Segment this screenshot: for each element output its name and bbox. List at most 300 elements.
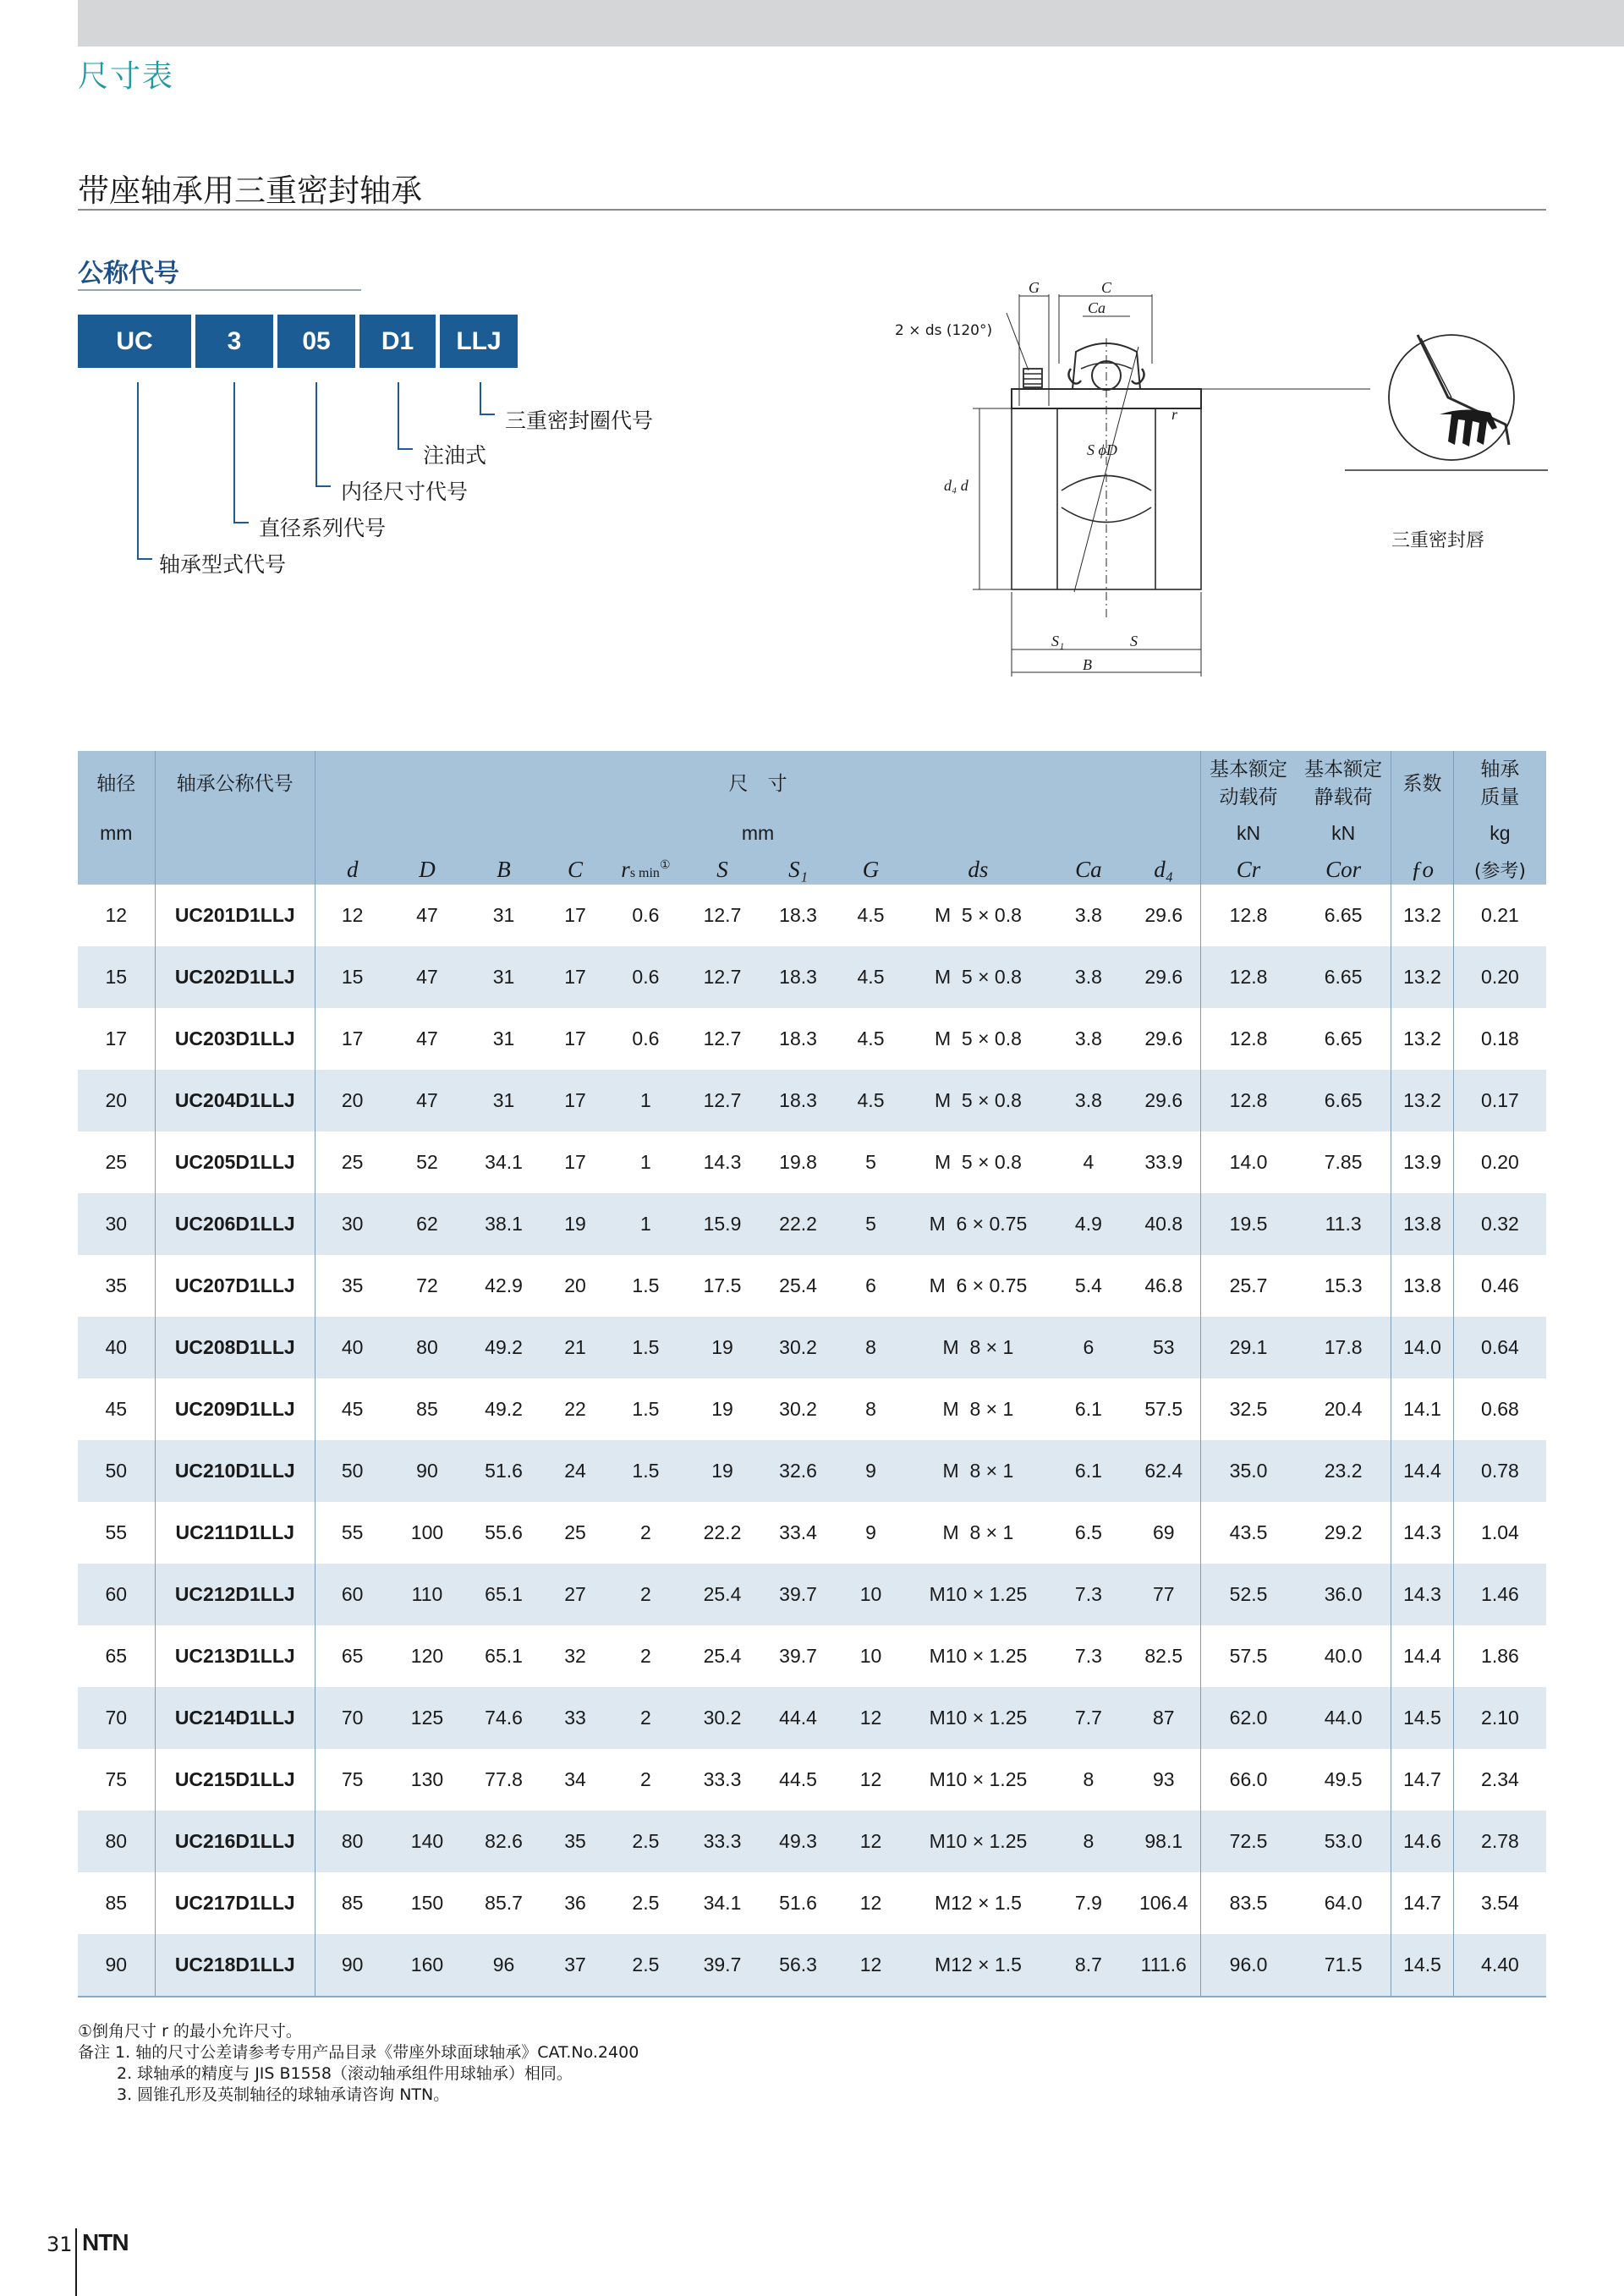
- page-number: 31: [47, 2233, 73, 2256]
- table-row: [78, 1070, 1546, 1132]
- footnote-chamfer: ①倒角尺寸 r 的最小允许尺寸。: [78, 2022, 302, 2041]
- table-cell: 12.7: [683, 1070, 760, 1132]
- table-cell: M 6 × 0.75: [929, 1274, 1028, 1296]
- table-cell: 93: [1127, 1749, 1200, 1811]
- table-cell: 29.6: [1127, 1070, 1200, 1132]
- bearing-model-cell: UC208D1LLJ: [155, 1317, 315, 1378]
- designation-divider: [78, 289, 361, 291]
- table-cell: 0.6: [632, 904, 660, 926]
- table-cell: 13.2: [1391, 885, 1454, 946]
- sym-fo: ƒo: [1391, 854, 1454, 885]
- seal-caption: 三重密封唇: [1391, 530, 1485, 551]
- table-row: [78, 946, 1546, 1008]
- dim-label-r: r: [1171, 406, 1178, 423]
- table-cell: 14.7: [1391, 1749, 1454, 1811]
- table-cell: 35.0: [1201, 1440, 1297, 1502]
- table-cell: 12: [78, 885, 155, 946]
- table-cell: 17: [564, 1151, 586, 1173]
- table-cell: 75: [341, 1768, 364, 1790]
- bearing-model-cell: UC203D1LLJ: [155, 1008, 315, 1070]
- table-cell: 3.8: [1074, 1027, 1102, 1049]
- table-cell: 55: [78, 1502, 155, 1564]
- table-cell: 0.32: [1453, 1193, 1546, 1255]
- table-cell: 43.5: [1229, 1521, 1268, 1543]
- table-cell: 29.1: [1201, 1317, 1297, 1378]
- leader-line: [315, 382, 317, 487]
- table-cell: 1.46: [1453, 1564, 1546, 1625]
- unit-mass: kg: [1453, 812, 1546, 854]
- table-cell: 12: [836, 1811, 907, 1872]
- bearing-model-cell: UC204D1LLJ: [155, 1070, 315, 1132]
- table-cell: 33.9: [1127, 1132, 1200, 1193]
- dim-label-s1: S₁: [1051, 633, 1065, 649]
- table-cell: 57.5: [1229, 1645, 1268, 1667]
- label-seal-code: 三重密封圈代号: [505, 408, 654, 433]
- unit-dynamic-load: kN: [1201, 812, 1297, 854]
- table-cell: 29.6: [1127, 946, 1200, 1008]
- page-title: 带座轴承用三重密封轴承: [78, 173, 422, 209]
- code-box-bore: 05: [277, 315, 355, 368]
- table-cell: 6: [1050, 1317, 1127, 1378]
- table-cell: 60: [315, 1564, 389, 1625]
- table-cell: 47: [389, 1070, 464, 1132]
- sym-G: G: [836, 854, 907, 885]
- table-cell: 12.7: [703, 904, 742, 926]
- table-cell: 69: [1127, 1502, 1200, 1564]
- bearing-model-cell: UC209D1LLJ: [155, 1378, 315, 1440]
- table-cell: 40: [78, 1317, 155, 1378]
- table-cell: 60: [78, 1564, 155, 1625]
- table-cell: 39.7: [779, 1645, 817, 1667]
- table-cell: 1.04: [1481, 1521, 1519, 1543]
- table-cell: 31: [492, 1027, 515, 1049]
- sym-ds: ds: [906, 854, 1050, 885]
- table-cell: 45: [341, 1398, 364, 1420]
- sym-r-sub: s min: [629, 865, 660, 880]
- table-cell: 8: [1050, 1811, 1127, 1872]
- dimension-table: [78, 751, 1546, 1997]
- table-cell: 111.6: [1127, 1934, 1200, 1997]
- table-cell: 25.4: [703, 1645, 742, 1667]
- table-row: [78, 1687, 1546, 1749]
- dim-label-g: G: [1029, 279, 1040, 296]
- table-cell: 2.5: [607, 1934, 683, 1997]
- table-cell: 12: [341, 904, 364, 926]
- table-cell: 80: [389, 1317, 464, 1378]
- table-cell: 22: [564, 1398, 586, 1420]
- sym-Cr: Cr: [1201, 854, 1297, 885]
- unit-shaft: mm: [78, 812, 155, 854]
- table-cell: M10 × 1.25: [929, 1645, 1028, 1667]
- table-cell: 65.1: [485, 1645, 523, 1667]
- table-cell: 22.2: [761, 1193, 836, 1255]
- table-row: [78, 1564, 1546, 1625]
- table-cell: M10 × 1.25: [929, 1768, 1028, 1790]
- table-cell: 51.6: [465, 1440, 543, 1502]
- table-row: [78, 1008, 1546, 1070]
- table-cell: M 8 × 1: [906, 1317, 1050, 1378]
- table-cell: 150: [410, 1892, 444, 1914]
- table-cell: 30: [315, 1193, 389, 1255]
- header-static-load: 基本额定 静载荷: [1296, 751, 1391, 812]
- table-body: [78, 885, 1546, 1997]
- table-cell: 27: [543, 1564, 608, 1625]
- dim-label-d4-d: d₄ d: [944, 477, 968, 494]
- table-cell: 17: [341, 1027, 364, 1049]
- table-cell: 31: [492, 904, 515, 926]
- table-cell: 0.68: [1481, 1398, 1519, 1420]
- sym-r-smin: [607, 854, 683, 885]
- table-cell: 40.8: [1127, 1193, 1200, 1255]
- table-cell: 70: [78, 1687, 155, 1749]
- table-cell: 2.10: [1453, 1687, 1546, 1749]
- bearing-model-cell: UC211D1LLJ: [155, 1502, 315, 1564]
- table-cell: 0.6: [607, 946, 683, 1008]
- table-cell: 11.3: [1296, 1193, 1391, 1255]
- table-cell: M 5 × 0.8: [934, 904, 1022, 926]
- code-box-series: 3: [195, 315, 273, 368]
- table-cell: 65.1: [465, 1564, 543, 1625]
- table-cell: 46.8: [1127, 1255, 1200, 1317]
- dim-label-c: C: [1101, 279, 1112, 296]
- table-cell: 125: [389, 1687, 464, 1749]
- footnote-tolerance: 备注 1. 轴的尺寸公差请参考专用产品目录《带座外球面球轴承》CAT.No.2400: [78, 2043, 639, 2062]
- header-dimensions: 尺 寸: [315, 751, 1200, 812]
- table-row: [78, 1749, 1546, 1811]
- table-cell: 1.5: [607, 1440, 683, 1502]
- table-cell: 8: [836, 1317, 907, 1378]
- title-divider: [78, 209, 1546, 211]
- table-cell: 7.3: [1074, 1645, 1102, 1667]
- table-cell: 34.1: [703, 1892, 742, 1914]
- designation-heading: 公称代号: [78, 259, 179, 288]
- table-cell: 14.3: [703, 1151, 742, 1173]
- table-cell: M 8 × 1: [942, 1398, 1014, 1420]
- table-cell: 33.3: [703, 1768, 742, 1790]
- leader-line: [315, 485, 331, 487]
- bearing-model-cell: UC210D1LLJ: [155, 1440, 315, 1502]
- table-cell: 0.20: [1481, 1151, 1519, 1173]
- leader-line: [137, 382, 139, 560]
- table-cell: 49.3: [761, 1811, 836, 1872]
- table-cell: 83.5: [1229, 1892, 1268, 1914]
- leader-line: [398, 448, 413, 450]
- bearing-model-cell: UC215D1LLJ: [155, 1749, 315, 1811]
- table-cell: 5: [836, 1193, 907, 1255]
- table-cell: 100: [410, 1521, 444, 1543]
- table-cell: 6.65: [1296, 1070, 1391, 1132]
- table-cell: 2: [640, 1768, 651, 1790]
- table-cell: 2.78: [1453, 1811, 1546, 1872]
- table-cell: 21: [543, 1317, 608, 1378]
- table-cell: 0.17: [1453, 1070, 1546, 1132]
- table-cell: 75: [78, 1749, 155, 1811]
- table-cell: 6.1: [1074, 1398, 1102, 1420]
- table-cell: 12: [859, 1768, 882, 1790]
- table-cell: 1.5: [632, 1274, 660, 1296]
- table-cell: 0.18: [1481, 1027, 1519, 1049]
- footnotes: [78, 2021, 639, 2106]
- table-cell: 50: [78, 1440, 155, 1502]
- table-cell: 90: [78, 1934, 155, 1997]
- unit-dimensions: mm: [315, 812, 1200, 854]
- table-cell: 56.3: [761, 1934, 836, 1997]
- table-cell: 2.5: [632, 1892, 660, 1914]
- table-cell: M 5 × 0.8: [906, 1070, 1050, 1132]
- header-mass: 轴承 质量: [1453, 751, 1546, 812]
- table-cell: 34: [564, 1768, 586, 1790]
- table-cell: 19: [683, 1440, 760, 1502]
- table-cell: M 6 × 0.75: [906, 1193, 1050, 1255]
- table-cell: M 8 × 1: [906, 1440, 1050, 1502]
- table-cell: 1.5: [607, 1317, 683, 1378]
- table-cell: 25: [341, 1151, 364, 1173]
- bearing-model-cell: UC217D1LLJ: [155, 1872, 315, 1934]
- table-cell: 1: [640, 1151, 651, 1173]
- table-cell: 49.5: [1296, 1749, 1391, 1811]
- table-cell: 25: [78, 1132, 155, 1193]
- table-cell: 35: [543, 1811, 608, 1872]
- table-cell: 80: [315, 1811, 389, 1872]
- table-cell: 130: [410, 1768, 444, 1790]
- table-cell: 18.3: [761, 946, 836, 1008]
- table-cell: 14.5: [1391, 1934, 1454, 1997]
- dim-label-ds: 2 × ds (120°): [895, 322, 993, 339]
- sym-shaft-empty: [78, 854, 155, 885]
- table-cell: 70: [315, 1687, 389, 1749]
- table-cell: 47: [416, 904, 438, 926]
- header-dynamic-load: 基本额定 动载荷: [1201, 751, 1297, 812]
- bearing-model-cell: UC214D1LLJ: [155, 1687, 315, 1749]
- leader-line: [480, 414, 495, 415]
- table-row: [78, 885, 1546, 946]
- table-cell: 7.7: [1050, 1687, 1127, 1749]
- table-cell: 13.9: [1391, 1132, 1454, 1193]
- table-cell: 2: [607, 1564, 683, 1625]
- table-cell: 14.5: [1391, 1687, 1454, 1749]
- table-cell: 0.20: [1453, 946, 1546, 1008]
- table-cell: 7.9: [1074, 1892, 1102, 1914]
- table-cell: 1.5: [632, 1398, 660, 1420]
- table-cell: 98.1: [1127, 1811, 1200, 1872]
- sym-D: D: [389, 854, 464, 885]
- table-cell: 5: [865, 1151, 876, 1173]
- table-cell: 77.8: [485, 1768, 523, 1790]
- table-cell: 20: [564, 1274, 586, 1296]
- table-cell: 65: [341, 1645, 364, 1667]
- table-cell: 47: [416, 1027, 438, 1049]
- sym-model-empty: [155, 854, 315, 885]
- table-cell: 140: [389, 1811, 464, 1872]
- table-row: [78, 1440, 1546, 1502]
- table-cell: 10: [859, 1645, 882, 1667]
- table-cell: 36: [564, 1892, 586, 1914]
- table-cell: 6.5: [1074, 1521, 1102, 1543]
- table-cell: 4.5: [836, 1070, 907, 1132]
- table-cell: 23.2: [1296, 1440, 1391, 1502]
- table-cell: 51.6: [779, 1892, 817, 1914]
- table-cell: 10: [836, 1564, 907, 1625]
- table-cell: 15.3: [1296, 1255, 1391, 1317]
- table-cell: 85.7: [485, 1892, 523, 1914]
- table-row: [78, 1317, 1546, 1378]
- table-cell: 30: [78, 1193, 155, 1255]
- table-cell: 12.8: [1201, 1070, 1297, 1132]
- sym-Ca: Ca: [1050, 854, 1127, 885]
- table-cell: 25.4: [683, 1564, 760, 1625]
- table-cell: 35: [341, 1274, 364, 1296]
- table-cell: 39.7: [761, 1564, 836, 1625]
- dim-label-sphere: S ϕD: [1087, 441, 1117, 458]
- table-cell: 19.8: [779, 1151, 817, 1173]
- table-cell: 44.0: [1296, 1687, 1391, 1749]
- table-cell: 33.3: [683, 1811, 760, 1872]
- table-row: [78, 1934, 1546, 1997]
- leader-line: [398, 382, 399, 450]
- table-cell: 18.3: [761, 1070, 836, 1132]
- table-row: [78, 1502, 1546, 1564]
- sym-B: B: [465, 854, 543, 885]
- table-cell: 55.6: [485, 1521, 523, 1543]
- bearing-section-drawing: [880, 279, 1556, 693]
- table-cell: 2: [640, 1521, 651, 1543]
- table-cell: 7.85: [1296, 1132, 1391, 1193]
- dim-label-b: B: [1083, 656, 1092, 673]
- table-cell: 7.3: [1050, 1564, 1127, 1625]
- table-cell: 0.64: [1453, 1317, 1546, 1378]
- table-cell: 6: [865, 1274, 876, 1296]
- table-cell: 6.65: [1296, 1008, 1391, 1070]
- table-row: [78, 1625, 1546, 1687]
- table-cell: M12 × 1.5: [906, 1934, 1050, 1997]
- table-cell: 80: [78, 1811, 155, 1872]
- label-diameter-series: 直径系列代号: [259, 516, 387, 540]
- table-cell: 31: [465, 946, 543, 1008]
- table-cell: 2: [640, 1645, 651, 1667]
- sym-reference: (参考): [1453, 854, 1546, 885]
- table-cell: 9: [836, 1440, 907, 1502]
- table-cell: 52.5: [1201, 1564, 1297, 1625]
- table-cell: 25.7: [1229, 1274, 1268, 1296]
- table-cell: 72.5: [1201, 1811, 1297, 1872]
- table-cell: 4.5: [857, 904, 885, 926]
- table-cell: 3.8: [1074, 904, 1102, 926]
- table-cell: 19: [543, 1193, 608, 1255]
- label-bearing-type: 轴承型式代号: [159, 552, 287, 577]
- table-cell: 36.0: [1296, 1564, 1391, 1625]
- table-cell: 15: [315, 946, 389, 1008]
- table-cell: M 5 × 0.8: [934, 1027, 1022, 1049]
- table-cell: 17.8: [1296, 1317, 1391, 1378]
- table-cell: 160: [389, 1934, 464, 1997]
- table-cell: 17: [78, 1008, 155, 1070]
- table-cell: 12.8: [1229, 904, 1268, 926]
- table-cell: 14.3: [1391, 1502, 1454, 1564]
- table-cell: 4: [1083, 1151, 1095, 1173]
- table-cell: 90: [389, 1440, 464, 1502]
- table-cell: 4.5: [857, 1027, 885, 1049]
- table-cell: 19: [711, 1398, 733, 1420]
- table-cell: 77: [1127, 1564, 1200, 1625]
- table-cell: 66.0: [1229, 1768, 1268, 1790]
- table-cell: 32.6: [761, 1440, 836, 1502]
- table-cell: 42.9: [485, 1274, 523, 1296]
- table-cell: 44.5: [779, 1768, 817, 1790]
- table-cell: 53.0: [1296, 1811, 1391, 1872]
- table-cell: 2.34: [1481, 1768, 1519, 1790]
- dim-label-s: S: [1130, 633, 1138, 649]
- table-cell: 87: [1127, 1687, 1200, 1749]
- table-cell: 47: [389, 946, 464, 1008]
- table-cell: 12.8: [1201, 946, 1297, 1008]
- table-cell: M 5 × 0.8: [934, 1151, 1022, 1173]
- table-cell: 17: [543, 946, 608, 1008]
- table-cell: 17: [543, 1070, 608, 1132]
- table-cell: 71.5: [1296, 1934, 1391, 1997]
- table-cell: 0.78: [1453, 1440, 1546, 1502]
- leader-line: [233, 382, 235, 523]
- table-cell: 14.0: [1229, 1151, 1268, 1173]
- table-cell: 65: [78, 1625, 155, 1687]
- table-cell: 37: [543, 1934, 608, 1997]
- bearing-model-cell: UC213D1LLJ: [155, 1625, 315, 1687]
- table-cell: 14.4: [1391, 1625, 1454, 1687]
- table-cell: 17.5: [703, 1274, 742, 1296]
- table-cell: 20: [315, 1070, 389, 1132]
- table-cell: 32: [564, 1645, 586, 1667]
- table-cell: 120: [410, 1645, 444, 1667]
- table-cell: 72: [416, 1274, 438, 1296]
- leader-line: [480, 382, 481, 415]
- dim-label-ca: Ca: [1088, 299, 1106, 316]
- table-cell: 31: [465, 1070, 543, 1132]
- table-cell: 4.40: [1453, 1934, 1546, 1997]
- table-cell: 4.5: [836, 946, 907, 1008]
- code-box-seal: LLJ: [440, 315, 518, 368]
- table-cell: 1: [607, 1193, 683, 1255]
- table-cell: 17: [564, 904, 586, 926]
- table-cell: 33.4: [779, 1521, 817, 1543]
- table-cell: 15: [78, 946, 155, 1008]
- table-row: [78, 1811, 1546, 1872]
- table-cell: 52: [416, 1151, 438, 1173]
- table-cell: 8: [865, 1398, 876, 1420]
- table-cell: 5.4: [1074, 1274, 1102, 1296]
- unit-static-load: kN: [1296, 812, 1391, 854]
- table-cell: 35: [78, 1255, 155, 1317]
- table-cell: 6.65: [1296, 885, 1391, 946]
- table-cell: 30.2: [683, 1687, 760, 1749]
- table-cell: 4.9: [1050, 1193, 1127, 1255]
- table-cell: 0.6: [632, 1027, 660, 1049]
- table-cell: 33: [543, 1687, 608, 1749]
- sym-S: S: [683, 854, 760, 885]
- table-cell: M 5 × 0.8: [906, 946, 1050, 1008]
- table-cell: 19.5: [1201, 1193, 1297, 1255]
- table-cell: 12.8: [1229, 1027, 1268, 1049]
- bearing-model-cell: UC202D1LLJ: [155, 946, 315, 1008]
- table-cell: 9: [865, 1521, 876, 1543]
- table-cell: 8.7: [1050, 1934, 1127, 1997]
- label-bore-code: 内径尺寸代号: [341, 479, 469, 504]
- table-cell: 30.2: [761, 1317, 836, 1378]
- table-cell: 14.6: [1391, 1811, 1454, 1872]
- sym-d: d: [315, 854, 389, 885]
- table-cell: 32.5: [1229, 1398, 1268, 1420]
- sym-r-note: ①: [659, 858, 671, 872]
- table-cell: 30.2: [779, 1398, 817, 1420]
- table-cell: 44.4: [761, 1687, 836, 1749]
